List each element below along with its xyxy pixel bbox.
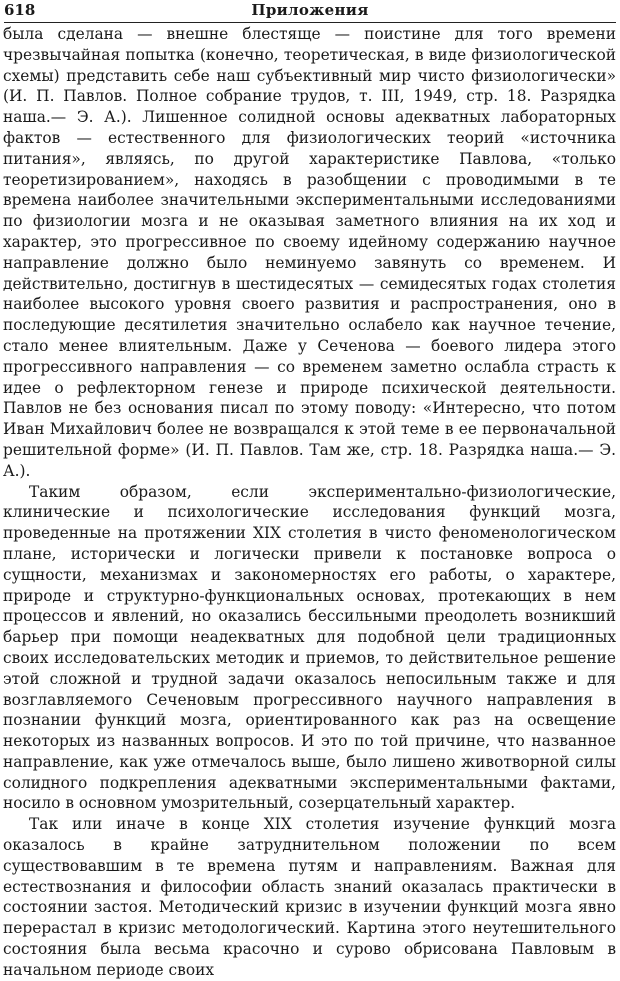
- body-text: [3, 24, 616, 981]
- running-header: [4, 0, 616, 23]
- page-number: 618: [4, 1, 36, 19]
- paragraph-end-of-century: Так или иначе в конце XIX столетия изучение функций мозга оказалось в крайне затруднительном положении по всем существовавшим в те времена путям и направлениям. Важная для естествознания и философии область знаний оказалась практически в состоянии застоя. Методический кризис в изучении функций мозга явно перерастал в кризис методологический. Картина этого неутешительного состояния была весьма красочно и сурово обрисована Павловым в начальном периоде своих: [3, 815, 616, 979]
- paragraph-thus: Таким образом, если экспериментально-физиологические, клинические и психологические исследования функций мозга, проведенные на протяжении XIX столетия в чисто феноменологическом плане, исторически и логически привели к постановке вопроса о сущности, механизмах и закономерностях его работы, о характере, природе и структурно-функциональных основах, протекающих в нем процессов и явлений, но оказались бессильными преодолеть возникший барьер при помощи неадекватных для подобной цели традиционных своих исследовательских методик и приемов, то действительное решение этой сложной и трудной задачи оказалось непосильным также и для возглавляемого Сеченовым прогрессивного научного направления в познании функций мозга, ориентированного как раз на освещение некоторых из названных вопросов. И это по той причине, что названное направление, как уже отмечалось выше, было лишено животворной силы солидного подкрепления адекватными экспериментальными фактами, носило в основном умозрительный, созерцательный характер.: [3, 482, 616, 813]
- section-title: Приложения: [251, 1, 369, 19]
- paragraph-continued: была сделана — внешне блестяще — поистине для того времени чрезвычайная попытка (конечно, теоретическая, в виде физиологической схемы) представить себе наш субъективный мир чисто физиологически» (И. П. Павлов. Полное собрание трудов, т. III, 1949, стр. 18. Разрядка наша.— Э. А.). Лишенное солидной основы адекватных лабораторных фактов — естественного для физиологических теорий «источника питания», являясь, по другой характеристике Павлова, «только теоретизированием», находясь в разобщении с проводимыми в те времена наиболее значительными экспериментальными исследованиями по физиологии мозга и не оказывая заметного влияния на их ход и характер, это прогрессивное по своему идейному содержанию научное направление должно было неминуемо завянуть со временем. И действительно, достигнув в шестидесятых — семидесятых годах столетия наиболее высокого уровня своего развития и распространения, оно в последующие десятилетия значительно ослабело как научное течение, стало менее влиятельным. Даже у Сеченова — боевого лидера этого прогрессивного направления — со временем заметно ослабла страсть к идее о рефлекторном генезе и природе психической деятельности. Павлов не без основания писал по этому поводу: «Интересно, что потом Иван Михайлович более не возвращался к этой теме в ее первоначальной решительной форме» (И. П. Павлов. Там же, стр. 18. Разрядка наша.— Э. А.).: [3, 25, 616, 480]
